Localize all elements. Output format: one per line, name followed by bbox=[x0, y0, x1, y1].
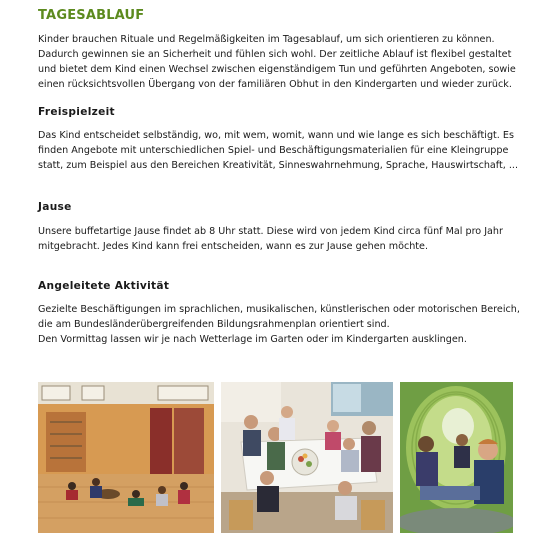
section-heading-jause: Jause bbox=[38, 201, 72, 213]
section-heading-angeleitete-aktivitaet: Angeleitete Aktivität bbox=[38, 280, 170, 292]
paragraph-line: Unsere buffetartige Jause findet ab 8 Uhr statt. Diese wird von jedem Kind circa fünf Mal pro Jahr bbox=[38, 226, 503, 237]
gym-photo bbox=[38, 382, 214, 533]
paragraph-line: statt, zum Beispiel aus den Bereichen Kreativität, Sinneswahrnehmung, Sprache, Hauswirtschaft, ... bbox=[38, 160, 519, 171]
paragraph-line: Das Kind entscheidet selbständig, wo, mit wem, womit, wann und wie lange es sich beschäftigt. Es bbox=[38, 130, 514, 141]
section-heading-freispielzeit: Freispielzeit bbox=[38, 106, 115, 118]
intro-line: Kinder brauchen Rituale und Regelmäßigkeiten im Tagesablauf, um sich orientieren zu können. bbox=[38, 34, 495, 45]
intro-line: Dadurch gewinnen sie an Sicherheit und fühlen sich wohl. Der zeitliche Ablauf ist flexibel gestaltet bbox=[38, 49, 512, 60]
paragraph-line: die am Bundesländerübergreifenden Bildungsrahmenplan orientiert sind. bbox=[38, 319, 390, 330]
paragraph-line: Gezielte Beschäftigungen im sprachlichen, musikalischen, künstlerischen oder motorischen Bereich, bbox=[38, 304, 520, 315]
jause-paragraph bbox=[38, 224, 516, 254]
paragraph-line: Den Vormittag lassen wir je nach Wetterlage im Garten oder im Kindergarten ausklingen. bbox=[38, 334, 467, 345]
intro-paragraph bbox=[38, 32, 516, 92]
freispielzeit-paragraph bbox=[38, 128, 519, 173]
paragraph-line: mitgebracht. Jedes Kind kann frei entscheiden, wann es zur Jause gehen möchte. bbox=[38, 241, 429, 252]
intro-line: einen rücksichtsvollen Übergang von der familiären Obhut in den Kindergarten und wieder zurück. bbox=[38, 79, 512, 90]
play-tunnel-photo bbox=[400, 382, 513, 533]
intro-line: und bietet dem Kind einen Wechsel zwischen eigenständigem Tun und geführten Angeboten, sowie bbox=[38, 64, 516, 75]
page-title: TAGESABLAUF bbox=[38, 8, 145, 23]
snack-table-photo bbox=[221, 382, 393, 533]
angeleitete-aktivitaet-paragraph bbox=[38, 302, 520, 347]
paragraph-line: finden Angebote mit unterschiedlichen Spiel- und Beschäftigungsmaterialien für eine Kleingruppe bbox=[38, 145, 509, 156]
